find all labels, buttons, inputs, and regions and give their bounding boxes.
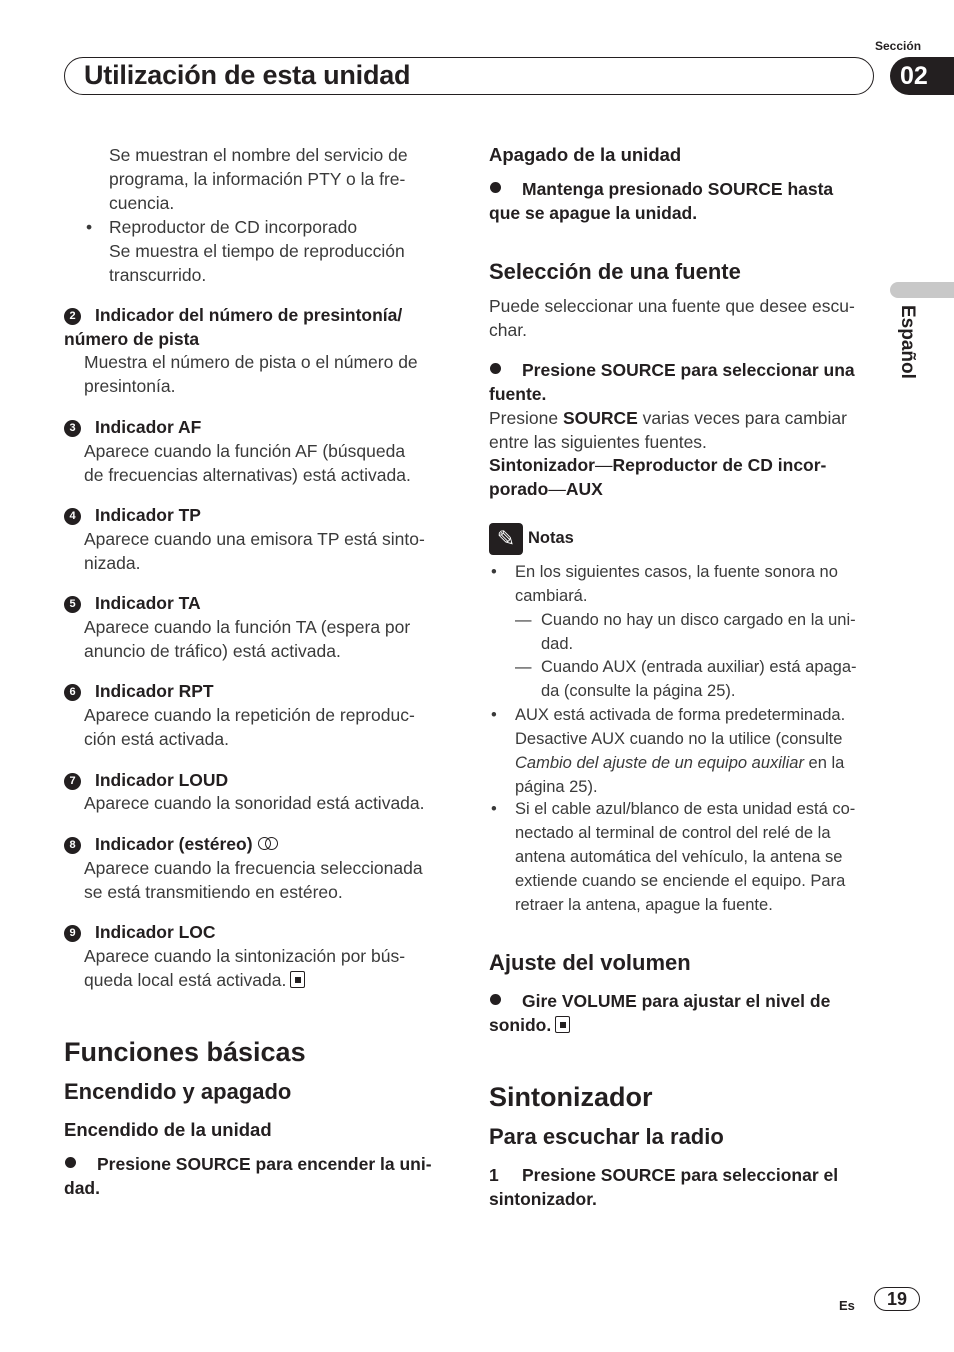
subheading-encendido: Encendido de la unidad: [64, 1119, 272, 1140]
note-item: Si el cable azul/blanco de esta unidad está co- nectado al terminal de control del relé de la antena automática del vehículo, la antena se extiende cuando se enciende el equipo. Para retraer la antena, apague la fuente.: [515, 800, 856, 914]
language-tab: [890, 282, 954, 298]
step-bullet: [65, 1157, 76, 1168]
note-subitem: Cuando no hay un disco cargado en la uni- dad.: [541, 611, 856, 653]
indicator-item-title: 3 Indicador AF: [64, 415, 201, 439]
bullet-marker: •: [491, 800, 497, 818]
radio-step: 1 Presione SOURCE para seleccionar el sintonizador.: [489, 1165, 839, 1209]
indicator-item-title: 2 Indicador del número de presintonía/ número de pista: [64, 305, 403, 349]
indicator-item-desc: Aparece cuando la sintonización por bús- queda local está activada.: [84, 946, 406, 990]
dash-marker: —: [515, 611, 532, 629]
indicator-item-desc: Muestra el número de pista o el número de presintonía.: [84, 352, 418, 396]
page-title: Utilización de esta unidad: [84, 60, 411, 90]
notes-title: Notas: [528, 529, 574, 547]
step-bullet: [490, 994, 501, 1005]
cd-bullet: Reproductor de CD incorporado Se muestra el tiempo de reproducción transcurrido.: [109, 217, 405, 285]
bullet-marker: •: [491, 563, 497, 581]
item-number-badge: 3: [64, 420, 81, 437]
item-number-badge: 2: [64, 308, 81, 325]
indicator-item-title: 4 Indicador TP: [64, 503, 201, 527]
indicator-item-desc: Aparece cuando la función AF (búsqueda de frecuencias alternativas) está activada.: [84, 441, 411, 485]
section-number-badge: 02: [890, 57, 954, 95]
source-sequence: Sintonizador—Reproductor de CD incor- porado—AUX: [489, 455, 827, 499]
heading-sintonizador: Sintonizador: [489, 1082, 653, 1112]
step-bullet: [490, 182, 501, 193]
item-number-badge: 6: [64, 684, 81, 701]
side-language-label: Español: [897, 305, 918, 379]
item-number-badge: 7: [64, 773, 81, 790]
seleccion-intro: Puede seleccionar una fuente que desee escu- char.: [489, 296, 855, 340]
subheading-apagado: Apagado de la unidad: [489, 144, 682, 165]
encendido-step: Presione SOURCE para encender la uni- dad.: [64, 1154, 432, 1198]
item-number-badge: 8: [64, 837, 81, 854]
bullet-marker: •: [491, 706, 497, 724]
end-of-section-icon: [555, 1016, 570, 1033]
heading-encendido: Encendido y apagado: [64, 1079, 292, 1104]
seleccion-step: Presione SOURCE para seleccionar una fuente.: [489, 360, 855, 404]
indicator-item-title: 9 Indicador LOC: [64, 920, 216, 944]
indicator-item-desc: Aparece cuando la sonoridad está activada.: [84, 793, 425, 813]
footer-language: Es: [839, 1298, 855, 1313]
indicator-item-desc: Aparece cuando una emisora TP está sinto- nizada.: [84, 529, 425, 573]
cross-reference-link[interactable]: Cambio del ajuste de un equipo auxiliar: [515, 754, 804, 772]
note-subitem: Cuando AUX (entrada auxiliar) está apaga- da (consulte la página 25).: [541, 658, 857, 700]
indicator-item-title: 5 Indicador TA: [64, 591, 201, 615]
indicator-item-title: 8 Indicador (estéreo): [64, 832, 280, 856]
step-bullet: [490, 363, 501, 374]
end-of-section-icon: [290, 971, 305, 988]
indicator-item-desc: Aparece cuando la función TA (espera por anuncio de tráfico) está activada.: [84, 617, 411, 661]
bullet-marker: •: [86, 217, 93, 237]
item-number-badge: 4: [64, 508, 81, 525]
note-item: AUX está activada de forma predeterminada. Desactive AUX cuando no la utilice (consulte Cambio del ajuste de un equipo auxiliar en la página 25).: [515, 706, 846, 796]
indicator-item-title: 6 Indicador RPT: [64, 679, 214, 703]
indicator-item-title: 7 Indicador LOUD: [64, 768, 228, 792]
indicator-item-desc: Aparece cuando la frecuencia seleccionada se está transmitiendo en estéreo.: [84, 858, 423, 902]
intro-text: Se muestran el nombre del servicio de programa, la información PTY o la fre- cuencia.: [109, 145, 408, 213]
heading-seleccion: Selección de una fuente: [489, 259, 741, 284]
heading-radio: Para escuchar la radio: [489, 1124, 724, 1149]
item-number-badge: 5: [64, 596, 81, 613]
dash-marker: —: [515, 658, 532, 676]
heading-volumen: Ajuste del volumen: [489, 950, 691, 975]
section-label: Sección: [875, 39, 922, 53]
volumen-step: Gire VOLUME para ajustar el nivel de sonido.: [489, 991, 831, 1035]
apagado-step: Mantenga presionado SOURCE hasta que se apague la unidad.: [489, 179, 834, 223]
heading-funciones: Funciones básicas: [64, 1037, 306, 1067]
seleccion-desc: Presione SOURCE varias veces para cambiar entre las siguientes fuentes.: [489, 408, 847, 452]
item-number-badge: 9: [64, 925, 81, 942]
note-item: En los siguientes casos, la fuente sonora no cambiará.: [515, 563, 838, 605]
page-number: 19: [874, 1287, 920, 1311]
stereo-icon: [258, 837, 280, 851]
indicator-item-desc: Aparece cuando la repetición de reproduc- ción está activada.: [84, 705, 415, 749]
step-number: 1: [489, 1165, 499, 1185]
pencil-note-icon: ✎: [489, 523, 523, 555]
